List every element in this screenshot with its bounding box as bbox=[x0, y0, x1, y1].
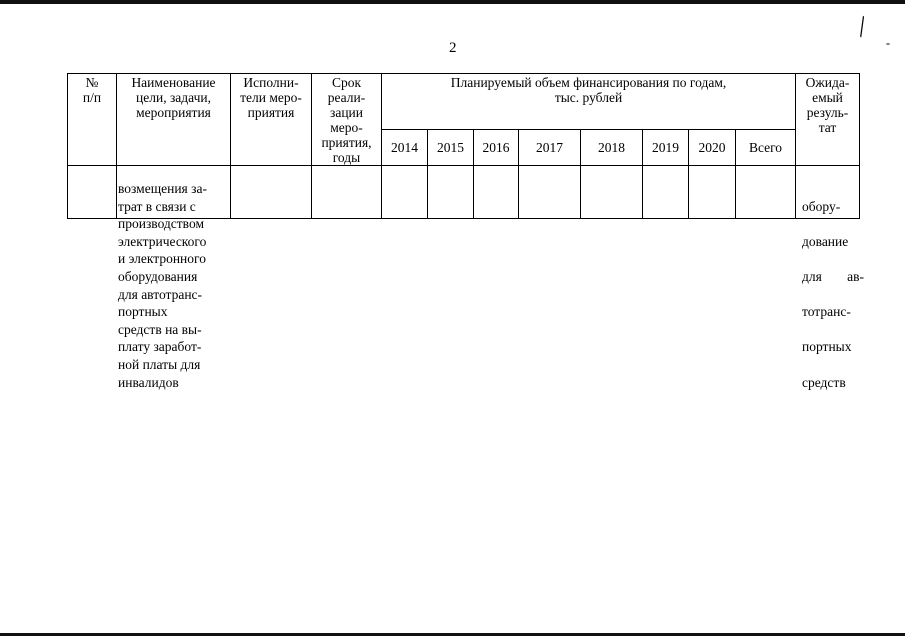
year-total: Всего bbox=[736, 129, 796, 165]
row-expected-result bbox=[802, 180, 864, 409]
header-num: № п/п bbox=[68, 74, 117, 166]
year-2016: 2016 bbox=[474, 129, 519, 165]
cell-2018 bbox=[581, 166, 643, 219]
result-line: тотранс- bbox=[802, 304, 851, 320]
header-executors: Исполни- тели меро- приятия bbox=[231, 74, 312, 166]
page-number: 2 bbox=[449, 40, 457, 56]
row-measure-name: возмещения за- трат в связи с производством электрического и электронного оборудования для автотранс- портных средств на вы- плату заработ- ной платы для инвалидов bbox=[118, 181, 207, 390]
cell-executors-empty bbox=[231, 166, 312, 219]
result-line: портных bbox=[802, 339, 852, 355]
header-name: Наименование цели, задачи, мероприятия bbox=[117, 74, 231, 166]
scan-mark: ╲ bbox=[852, 17, 871, 38]
year-2019: 2019 bbox=[643, 129, 689, 165]
result-line: дование bbox=[802, 233, 849, 249]
result-line: обору- bbox=[802, 198, 841, 214]
bottom-scan-border bbox=[0, 633, 905, 636]
result-line: средств bbox=[802, 374, 846, 390]
year-2014: 2014 bbox=[382, 129, 428, 165]
cell-num-empty bbox=[68, 166, 117, 219]
year-2015: 2015 bbox=[428, 129, 474, 165]
year-2017: 2017 bbox=[519, 129, 581, 165]
result-line: для ав- bbox=[802, 268, 864, 284]
header-period: Срок реали- зации меро- приятия, годы bbox=[312, 74, 382, 166]
cell-2020 bbox=[689, 166, 736, 219]
cell-2017 bbox=[519, 166, 581, 219]
cell-2016 bbox=[474, 166, 519, 219]
cell-2019 bbox=[643, 166, 689, 219]
cell-total bbox=[736, 166, 796, 219]
year-2020: 2020 bbox=[689, 129, 736, 165]
cell-period-empty bbox=[312, 166, 382, 219]
cell-2015 bbox=[428, 166, 474, 219]
header-funding: Планируемый объем финансирования по годам, тыс. рублей bbox=[382, 74, 796, 130]
cell-2014 bbox=[382, 166, 428, 219]
year-2018: 2018 bbox=[581, 129, 643, 165]
header-result: Ожида- емый резуль- тат bbox=[796, 74, 860, 166]
scan-dot: - bbox=[886, 36, 890, 50]
top-scan-border bbox=[0, 0, 905, 4]
